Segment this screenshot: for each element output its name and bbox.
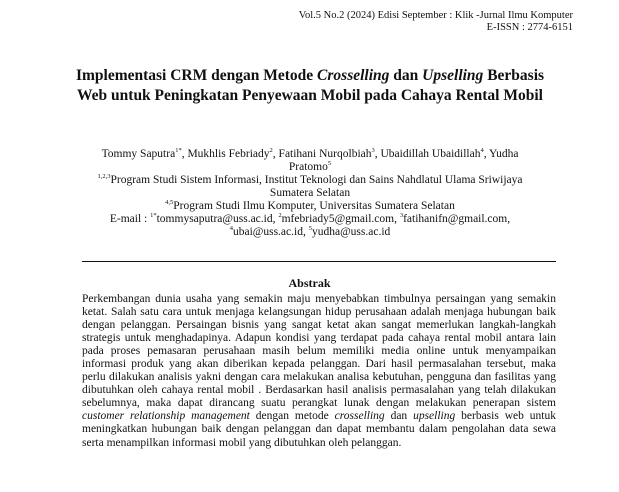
- author-block: [95, 148, 525, 239]
- email-list: [95, 213, 525, 239]
- abstract-paragraph: [82, 293, 556, 450]
- author-sup: 4: [480, 147, 484, 155]
- paper-title: [60, 66, 560, 106]
- affiliation-1: [95, 174, 525, 200]
- email-sup: 3: [399, 212, 404, 220]
- affiliation-2: [95, 200, 525, 213]
- section-divider: [82, 261, 556, 262]
- email-address: tommysaputra@uss.ac.id,: [156, 213, 279, 225]
- abstract-text: Perkembangan dunia usaha yang semakin maju menyebabkan timbulnya persaingan yang semakin ketat. Salah satu cara untuk menjaga kelangsungan hidup perusahaan adalah menjaga hubungan baik dengan pelanggan. Persaingan bisnis yang sangat ketat akan sangat memerlukan langkah-langkah strategis untuk menghadapinya. Adapun kondisi yang terdapat pada cahaya rental mobil antara lain pada proses pemasaran perusahaan masih belum memiliki media online untuk menyampaikan informasi produk yang akan diberikan kepada pelanggan. Dari hasil permasalahan tersebut, maka perlu dilakukan analisis yakni dengan cara melakukan analisa kebutuhan, pengguna dan fasilitas yang dibutuhkan oleh cahaya rental mobil . Berdasarkan hasil analisis permasalahan yang telah dilakukan sebelumnya, maka dapat dirancang suatu perangkat lunak dengan melakukan penerapan sistem: [82, 293, 556, 410]
- author-name: , Yudha Pratomo: [288, 148, 519, 173]
- title-text: Implementasi CRM dengan Metode: [75, 67, 318, 84]
- title-italic: Crosselling: [317, 67, 390, 84]
- author-sup: 3: [371, 147, 375, 155]
- abstract-italic: customer relationship management: [82, 410, 250, 423]
- title-italic: Upselling: [422, 67, 484, 84]
- author-name: , Ubaidillah Ubaidillah: [374, 148, 481, 160]
- email-sup: 1*: [150, 212, 157, 220]
- author-sup: 2: [269, 147, 273, 155]
- email-address: fatihanifn@gmail.com,: [403, 213, 511, 225]
- affiliation-sup: 4,5: [165, 199, 174, 207]
- email-sup: 4: [229, 225, 233, 233]
- abstract-text: dan: [384, 410, 414, 423]
- affiliation-text: Program Studi Ilmu Komputer, Universitas Sumatera Selatan: [173, 200, 455, 212]
- affiliation-text: Program Studi Sistem Informasi, Institut Teknologi dan Sains Nahdlatul Ulama Sriwijaya Sumatera Selatan: [110, 174, 523, 199]
- affiliation-sup: 1,2,3: [97, 173, 111, 181]
- author-name: , Fatihani Nurqolbiah: [272, 148, 372, 160]
- journal-header-line1: Vol.5 No.2 (2024) Edisi September : Klik -Jurnal Ilmu Komputer: [298, 10, 573, 21]
- journal-header-line2: E-ISSN : 2774-6151: [486, 22, 573, 33]
- email-sup: 2: [278, 212, 282, 220]
- abstract-heading: Abstrak: [288, 276, 331, 290]
- author-sup: 1*: [175, 147, 182, 155]
- author-name: Tommy Saputra: [101, 148, 176, 160]
- email-sup: 5: [308, 225, 312, 233]
- abstract-body: [82, 293, 556, 450]
- email-label: E-mail :: [109, 213, 151, 225]
- title-text: Berbasis Web untuk Peningkatan Penyewaan Mobil pada Cahaya Rental Mobil: [77, 67, 545, 104]
- abstract-italic: crosselling: [334, 410, 385, 423]
- email-address: mfebriady5@gmail.com,: [281, 213, 400, 225]
- abstract-text: dengan metode: [249, 410, 335, 423]
- author-name: , Mukhlis Febriady: [181, 148, 270, 160]
- author-sup: 5: [327, 160, 332, 168]
- abstract-text: berbasis web untuk meningkatkan hubungan baik dengan pelanggan dan dapat membantu dalam pengolahan data sewa serta menampilkan informasi mobil yang dibutuhkan oleh pelanggan.: [82, 410, 556, 449]
- email-address: yudha@uss.ac.id: [311, 226, 391, 238]
- journal-header: [299, 10, 573, 34]
- title-text: dan: [389, 67, 423, 84]
- author-list: [95, 148, 525, 174]
- abstract-italic: upselling: [413, 410, 456, 423]
- email-address: ubai@uss.ac.id,: [232, 226, 309, 238]
